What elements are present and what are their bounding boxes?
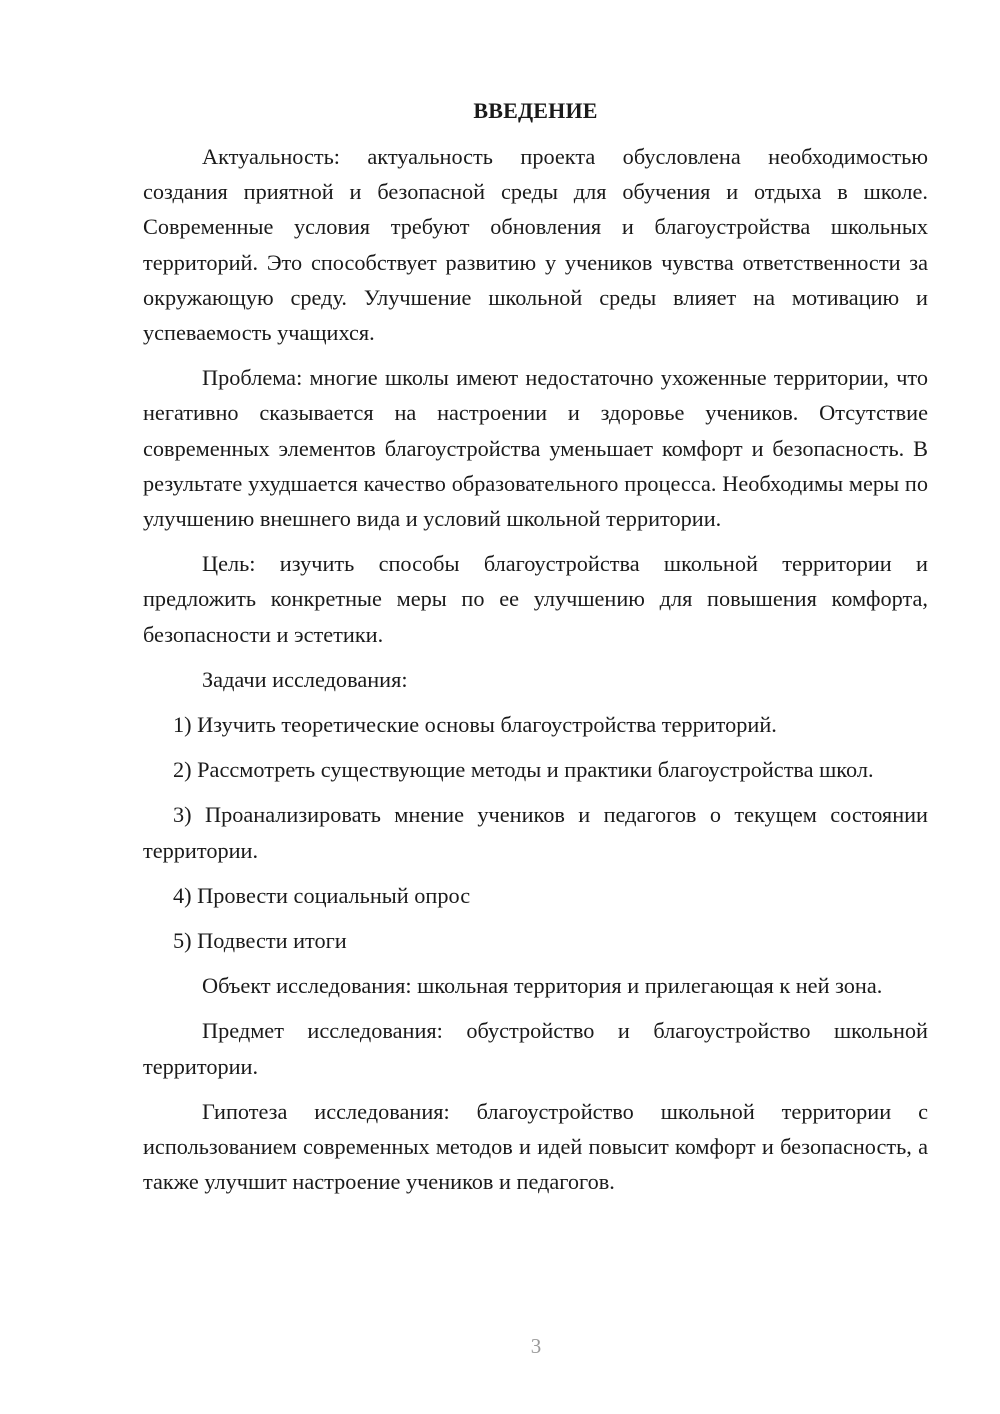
paragraph-hypothesis: Гипотеза исследования: благоустройство школьной территории с использованием современных методов и идей повысит комфорт и безопасность, а также улучшит настроение учеников и педагогов. — [143, 1098, 928, 1195]
task-item-3: 3) Проанализировать мнение учеников и педагогов о текущем состоянии территории. — [143, 802, 928, 863]
task-item-2: 2) Рассмотреть существующие методы и практики благоустройства школ. — [173, 757, 874, 783]
task-item-5: 5) Подвести итоги — [173, 928, 347, 954]
paragraph-object: Объект исследования: школьная территория и прилегающая к ней зона. — [202, 973, 883, 999]
task-item-1: 1) Изучить теоретические основы благоустройства территорий. — [173, 712, 777, 738]
section-title: ВВЕДЕНИЕ — [473, 98, 598, 123]
paragraph-problem: Проблема: многие школы имеют недостаточно ухоженные территории, что негативно сказывается на настроении и здоровье учеников. Отсутствие современных элементов благоустройства уменьшает комфорт и безопасность. В результате ухудшается качество образовательного процесса. Необходимы меры по улучшению внешнего вида и условий школьной территории. — [143, 365, 928, 532]
paragraph-goal: Цель: изучить способы благоустройства школьной территории и предложить конкретные меры по ее улучшению для повышения комфорта, безопасности и эстетики. — [143, 551, 928, 647]
paragraph-subject: Предмет исследования: обустройство и благоустройство школьной территории. — [143, 1018, 928, 1079]
paragraph-relevance: Актуальность: актуальность проекта обусловлена необходимостью создания приятной и безопасной среды для обучения и отдыха в школе. Современные условия требуют обновления и благоустройства школьных территорий. Это способствует развитию у учеников чувства ответственности за окружающую среду. Улучшение школьной среды влияет на мотивацию и успеваемость учащихся. — [143, 144, 928, 346]
page-number: 3 — [530, 1334, 542, 1358]
task-item-4: 4) Провести социальный опрос — [173, 882, 471, 908]
paragraph-tasks-heading: Задачи исследования: — [202, 666, 408, 692]
page-content — [143, 96, 928, 1199]
